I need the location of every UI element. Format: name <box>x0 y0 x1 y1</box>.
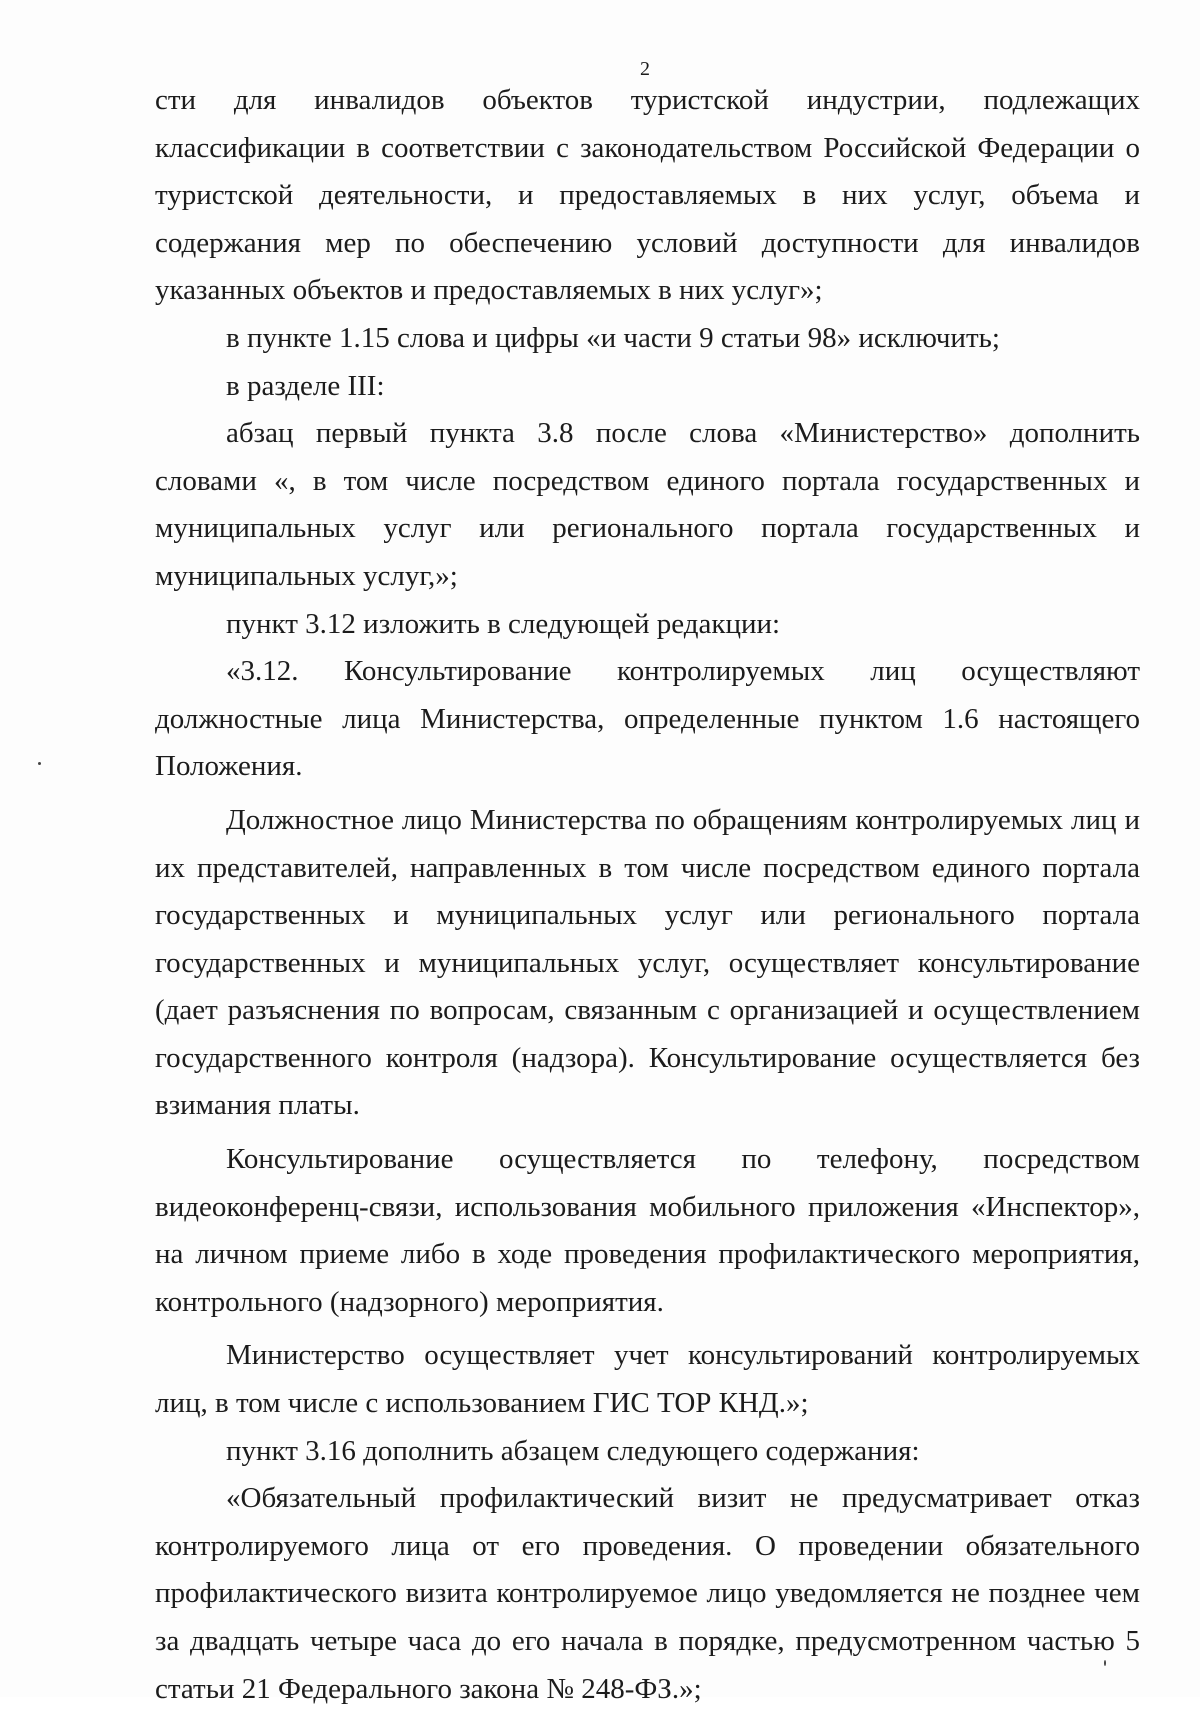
paragraph-item-3-12-text: «3.12. Консультирование контролируемых лиц осуществляют должностные лица Министерства, определенные пунктом 1.6 настоящего Положения. <box>155 655 1140 783</box>
scan-speck <box>1104 1660 1106 1666</box>
scan-speck <box>38 762 41 765</box>
paragraph-continuation: сти для инвалидов объектов туристской индустрии, подлежащих классификации в соответствии с законодательством Российской Федерации о туристской деятельности, и предоставляемых в них услуг, объема и содержания мер по обеспечению условий доступности для инвалидов указанных объектов и предоставляемых в них услуг»; <box>155 84 1140 307</box>
page-number: 2 <box>640 58 650 80</box>
paragraph-official-consulting: Должностное лицо Министерства по обращениям контролируемых лиц и их представителей, направленных в том числе посредством единого портала государственных и муниципальных услуг или регионального портала государственных и муниципальных услуг, осуществляет консультирование (дает разъяснения по вопросам, связанным с организацией и осуществлением государственного контроля (надзора). Консультирование осуществляется без взимания платы. <box>155 803 1140 1122</box>
paragraph-mandatory-visit: «Обязательный профилактический визит не предусматривает отказ контролируемого лица от его проведения. О проведении обязательного профилактического визита контролируемое лицо уведомляется не позднее чем за двадцать четыре часа до его начала в порядке, предусмотренном частью 5 статьи 21 Федерального закона № 248-ФЗ.»; <box>155 1482 1140 1705</box>
paragraph-section-3: в разделе III: <box>226 369 385 402</box>
paragraph-item-3-12-intro: пункт 3.12 изложить в следующей редакции: <box>226 607 781 640</box>
document-body <box>155 77 1140 1713</box>
paragraph-item-3-16-intro: пункт 3.16 дополнить абзацем следующего содержания: <box>226 1434 920 1467</box>
paragraph-item-3-8: абзац первый пункта 3.8 после слова «Министерство» дополнить словами «, в том числе посредством единого портала государственных и муниципальных услуг или регионального портала государственных и муниципальных услуг,»; <box>155 417 1140 592</box>
paragraph-consulting-methods: Консультирование осуществляется по телефону, посредством видеоконференц-связи, использования мобильного приложения «Инспектор», на личном приеме либо в ходе проведения профилактического мероприятия, контрольного (надзорного) мероприятия. <box>155 1143 1140 1318</box>
paragraph-item-1-15: в пункте 1.15 слова и цифры «и части 9 статьи 98» исключить; <box>226 321 1000 354</box>
paragraph-consulting-records: Министерство осуществляет учет консультирований контролируемых лиц, в том числе с использованием ГИС ТОР КНД.»; <box>155 1339 1140 1420</box>
